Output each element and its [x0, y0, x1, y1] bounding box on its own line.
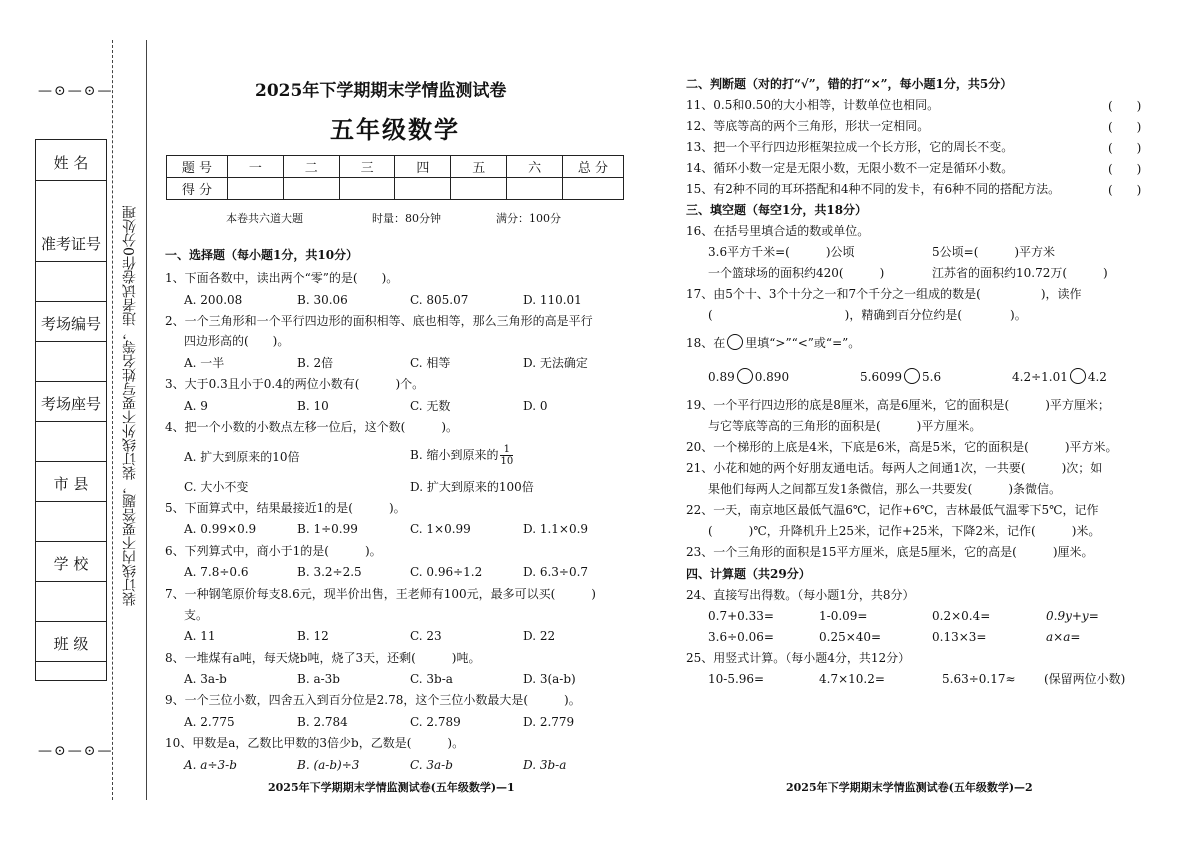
section-4-title: 四、计算题（共29分） — [686, 567, 811, 581]
question-18-suffix: 里填“>”“<”或“=”。 — [745, 336, 861, 350]
compare-circle-icon[interactable] — [737, 368, 753, 384]
option: D. 0 — [523, 399, 548, 413]
divider — [36, 261, 106, 262]
option: B. 12 — [297, 629, 329, 643]
question-17-continued: ( )，精确到百分位约是( )。 — [708, 308, 1027, 322]
exam-subject: 五年级数学 — [330, 115, 460, 144]
page-footer-2: 2025年下学期期末学情监测试卷(五年级数学)—2 — [786, 781, 1033, 794]
exam-room-label: 考场编号 — [40, 315, 101, 333]
score-cell: 五 — [451, 156, 507, 178]
score-cell: 六 — [507, 156, 563, 178]
score-table-score-row — [167, 178, 624, 200]
question-19: 19、一个平行四边形的底是8厘米，高是6厘米，它的面积是( )平方厘米； — [686, 398, 1110, 412]
question-23: 23、一个三角形的面积是15平方厘米，底是5厘米，它的高是( )厘米。 — [686, 545, 1094, 559]
question-22-continued: ( )℃，升降机升上25米，记作+25米，下降2米，记作( )米。 — [708, 524, 1101, 538]
compare-circle-icon[interactable] — [1070, 368, 1086, 384]
question-19-continued: 与它等底等高的三角形的面积是( )平方厘米。 — [708, 419, 982, 433]
exam-sections-info: 本卷共六道大题 — [226, 212, 303, 225]
city-county-label: 市 县 — [53, 475, 89, 493]
option: C. 805.07 — [410, 293, 469, 307]
calc-item: 5.63÷0.17≈ — [942, 672, 1016, 686]
option — [410, 440, 513, 470]
question-18 — [686, 334, 860, 351]
divider — [36, 661, 106, 662]
question-16-item: 3.6平方千米=( )公顷 — [708, 245, 855, 259]
question-10: 10、甲数是a，乙数比甲数的3倍少b，乙数是( )。 — [165, 736, 465, 750]
question-3: 3、大于0.3且小于0.4的两位小数有( )个。 — [165, 377, 425, 391]
ticket-number-label: 准考证号 — [40, 235, 101, 253]
option: C. 2.789 — [410, 715, 461, 729]
question-22: 22、一天，南京地区最低气温6℃，记作+6℃，吉林最低气温零下5℃，记作 — [686, 503, 1099, 517]
option: C. 1×0.99 — [410, 522, 471, 536]
candidate-info-box — [35, 139, 107, 681]
divider — [36, 381, 106, 382]
option: A. 一半 — [184, 356, 225, 370]
compare-left: 4.2÷1.01 — [1012, 370, 1068, 384]
calc-item: 0.2×0.4= — [932, 609, 991, 623]
compare-left: 0.89 — [708, 370, 735, 384]
exam-time-info: 时量：80分钟 — [372, 212, 441, 225]
question-4: 4、把一个小数的小数点左移一位后，这个数( )。 — [165, 420, 459, 434]
question-12: 12、等底等高的两个三角形，形状一定相同。 — [686, 119, 930, 133]
score-cell: 一 — [228, 156, 284, 178]
option: D. 110.01 — [523, 293, 582, 307]
score-entry-cell[interactable] — [563, 178, 624, 200]
option: C. 相等 — [410, 356, 451, 370]
option: A. 3a-b — [184, 672, 227, 686]
score-cell: 题 号 — [167, 156, 228, 178]
compare-right: 0.890 — [754, 370, 790, 384]
question-7-continued: 支。 — [184, 608, 209, 622]
fraction — [500, 444, 513, 467]
binding-dashed-line — [112, 40, 113, 800]
option: D. 22 — [523, 629, 556, 643]
divider — [36, 621, 106, 622]
compare-item — [1012, 368, 1107, 385]
divider — [36, 341, 106, 342]
divider — [36, 581, 106, 582]
calc-item: 10-5.96= — [708, 672, 765, 686]
option: D. 3(a-b) — [523, 672, 576, 686]
score-cell: 四 — [395, 156, 451, 178]
option: B. a-3b — [297, 672, 340, 686]
question-16-item: 江苏省的面积约10.72万( ) — [932, 266, 1108, 280]
answer-blank[interactable]: ( ) — [1108, 120, 1142, 134]
question-16-item: 5公顷=( )平方米 — [932, 245, 1056, 259]
question-2-continued: 四边形高的( )。 — [184, 334, 290, 348]
option: C. 3b-a — [410, 672, 453, 686]
compare-right: 5.6 — [922, 370, 942, 384]
option: B. 2倍 — [297, 356, 334, 370]
divider — [36, 541, 106, 542]
calc-item: 0.25×40= — [819, 630, 882, 644]
score-cell: 三 — [339, 156, 395, 178]
section-1-title: 一、选择题（每小题1分，共10分） — [165, 248, 359, 262]
calc-item: 0.13×3= — [932, 630, 987, 644]
question-16-item: 一个篮球场的面积约420( ) — [708, 266, 885, 280]
option: D. 无法确定 — [523, 356, 588, 370]
question-8: 8、一堆煤有a吨，每天烧b吨，烧了3天，还剩( )吨。 — [165, 651, 481, 665]
divider — [36, 421, 106, 422]
question-14: 14、循环小数一定是无限小数，无限小数不一定是循环小数。 — [686, 161, 1014, 175]
answer-blank[interactable]: ( ) — [1108, 99, 1142, 113]
option: A. 2.775 — [184, 715, 235, 729]
compare-right: 4.2 — [1087, 370, 1107, 384]
exam-full-marks-info: 满分：100分 — [496, 212, 561, 225]
option: A. a÷3-b — [184, 758, 237, 772]
school-label: 学 校 — [53, 555, 89, 573]
option: C. 0.96÷1.2 — [410, 565, 483, 579]
compare-item — [860, 368, 941, 385]
option: B. 30.06 — [297, 293, 348, 307]
question-11: 11、0.5和0.50的大小相等，计数单位也相同。 — [686, 98, 940, 112]
option: D. 2.779 — [523, 715, 575, 729]
option: A. 0.99×0.9 — [184, 522, 257, 536]
score-entry-cell[interactable] — [507, 178, 563, 200]
question-25: 25、用竖式计算。（每小题4分，共12分） — [686, 651, 911, 665]
question-16: 16、在括号里填合适的数或单位。 — [686, 224, 870, 238]
question-20: 20、一个梯形的上底是4米，下底是6米，高是5米，它的面积是( )平方米。 — [686, 440, 1118, 454]
option: B. 2.784 — [297, 715, 348, 729]
score-cell: 总 分 — [563, 156, 624, 178]
compare-left: 5.6099 — [860, 370, 902, 384]
divider — [36, 301, 106, 302]
score-entry-cell[interactable] — [451, 178, 507, 200]
question-5: 5、下面算式中，结果最接近1的是( )。 — [165, 501, 406, 515]
question-21: 21、小花和她的两个好朋友通电话。每两人之间通1次，一共要( )次；如 — [686, 461, 1103, 475]
compare-circle-icon[interactable] — [904, 368, 920, 384]
option: D. 3b-a — [523, 758, 567, 772]
fraction-denominator: 10 — [500, 456, 514, 467]
score-cell: 得 分 — [167, 178, 228, 200]
calc-item: a×a= — [1046, 630, 1081, 644]
compare-item — [708, 368, 789, 385]
option-text: B. 缩小到原来的 — [410, 448, 499, 462]
question-6: 6、下列算式中，商小于1的是( )。 — [165, 544, 382, 558]
option: B. 3.2÷2.5 — [297, 565, 362, 579]
circle-icon — [727, 334, 743, 350]
question-7: 7、一种钢笔原价每支8.6元，现半价出售，王老师有100元，最多可以买( ) — [165, 587, 596, 601]
calc-note: (保留两位小数) — [1044, 672, 1126, 686]
score-cell: 二 — [283, 156, 339, 178]
option: D. 扩大到原来的100倍 — [410, 480, 534, 494]
calc-item: 0.9y+y= — [1046, 609, 1099, 623]
option: B. 1÷0.99 — [297, 522, 358, 536]
section-3-title: 三、填空题（每空1分，共18分） — [686, 203, 868, 217]
score-entry-cell[interactable] — [283, 178, 339, 200]
page-footer-1: 2025年下学期期末学情监测试卷(五年级数学)—1 — [268, 781, 515, 794]
option: A. 11 — [184, 629, 216, 643]
option: B. 10 — [297, 399, 329, 413]
option: B. (a-b)÷3 — [297, 758, 360, 772]
option: A. 7.8÷0.6 — [184, 565, 249, 579]
score-entry-cell[interactable] — [339, 178, 395, 200]
calc-item: 1-0.09= — [819, 609, 868, 623]
option: A. 200.08 — [184, 293, 243, 307]
question-17: 17、由5个十、3个十分之一和7个千分之一组成的数是( )，读作 — [686, 287, 1082, 301]
binding-strip — [0, 0, 160, 847]
section-2-title: 二、判断题（对的打“√”，错的打“×”，每小题1分，共5分） — [686, 77, 1013, 91]
question-21-continued: 果他们每两人之间都互发1条微信，那么一共要发( )条微信。 — [708, 482, 1062, 496]
option: A. 扩大到原来的10倍 — [184, 450, 300, 464]
option: C. 3a-b — [410, 758, 453, 772]
calc-item: 4.7×10.2= — [819, 672, 885, 686]
question-2: 2、一个三角形和一个平行四边形的面积相等、底也相等，那么三角形的高是平行 — [165, 314, 593, 328]
calc-item: 0.7+0.33= — [708, 609, 774, 623]
option: C. 无数 — [410, 399, 451, 413]
class-label: 班 级 — [53, 635, 89, 653]
divider — [36, 180, 106, 181]
divider — [36, 461, 106, 462]
exam-title: 2025年下学期期末学情监测试卷 — [255, 81, 507, 101]
option: A. 9 — [184, 399, 208, 413]
question-9: 9、一个三位小数，四舍五入到百分位是2.78，这个三位小数最大是( )。 — [165, 693, 581, 707]
option: D. 1.1×0.9 — [523, 522, 589, 536]
question-18-prefix: 18、在 — [686, 336, 726, 350]
question-13: 13、把一个平行四边形框架拉成一个长方形，它的周长不变。 — [686, 140, 1014, 154]
answer-blank[interactable]: ( ) — [1108, 141, 1142, 155]
fraction-numerator: 1 — [500, 444, 513, 456]
question-24: 24、直接写出得数。（每小题1分，共8分） — [686, 588, 915, 602]
seat-number-label: 考场座号 — [40, 395, 101, 413]
answer-blank[interactable]: ( ) — [1108, 162, 1142, 176]
score-entry-cell[interactable] — [228, 178, 284, 200]
divider — [36, 501, 106, 502]
calc-item: 3.6÷0.06= — [708, 630, 774, 644]
name-label: 姓 名 — [53, 154, 89, 172]
option: C. 23 — [410, 629, 442, 643]
option: C. 大小不变 — [184, 480, 249, 494]
option: D. 6.3÷0.7 — [523, 565, 589, 579]
score-table — [166, 155, 624, 200]
question-1: 1、下面各数中，读出两个“零”的是( )。 — [165, 271, 399, 285]
question-15: 15、有2种不同的耳环搭配和4种不同的发卡，有6种不同的搭配方法。 — [686, 182, 1061, 196]
score-table-header-row — [167, 156, 624, 178]
bottom-decoration: —⊙—⊙— — [38, 743, 114, 759]
answer-blank[interactable]: ( ) — [1108, 183, 1142, 197]
top-decoration: —⊙—⊙— — [38, 83, 114, 99]
score-entry-cell[interactable] — [395, 178, 451, 200]
binding-warning: 装订线内不要答题，装订线外不要写姓名等，违者试卷作0分处理 — [122, 205, 138, 606]
binding-solid-line — [146, 40, 147, 800]
